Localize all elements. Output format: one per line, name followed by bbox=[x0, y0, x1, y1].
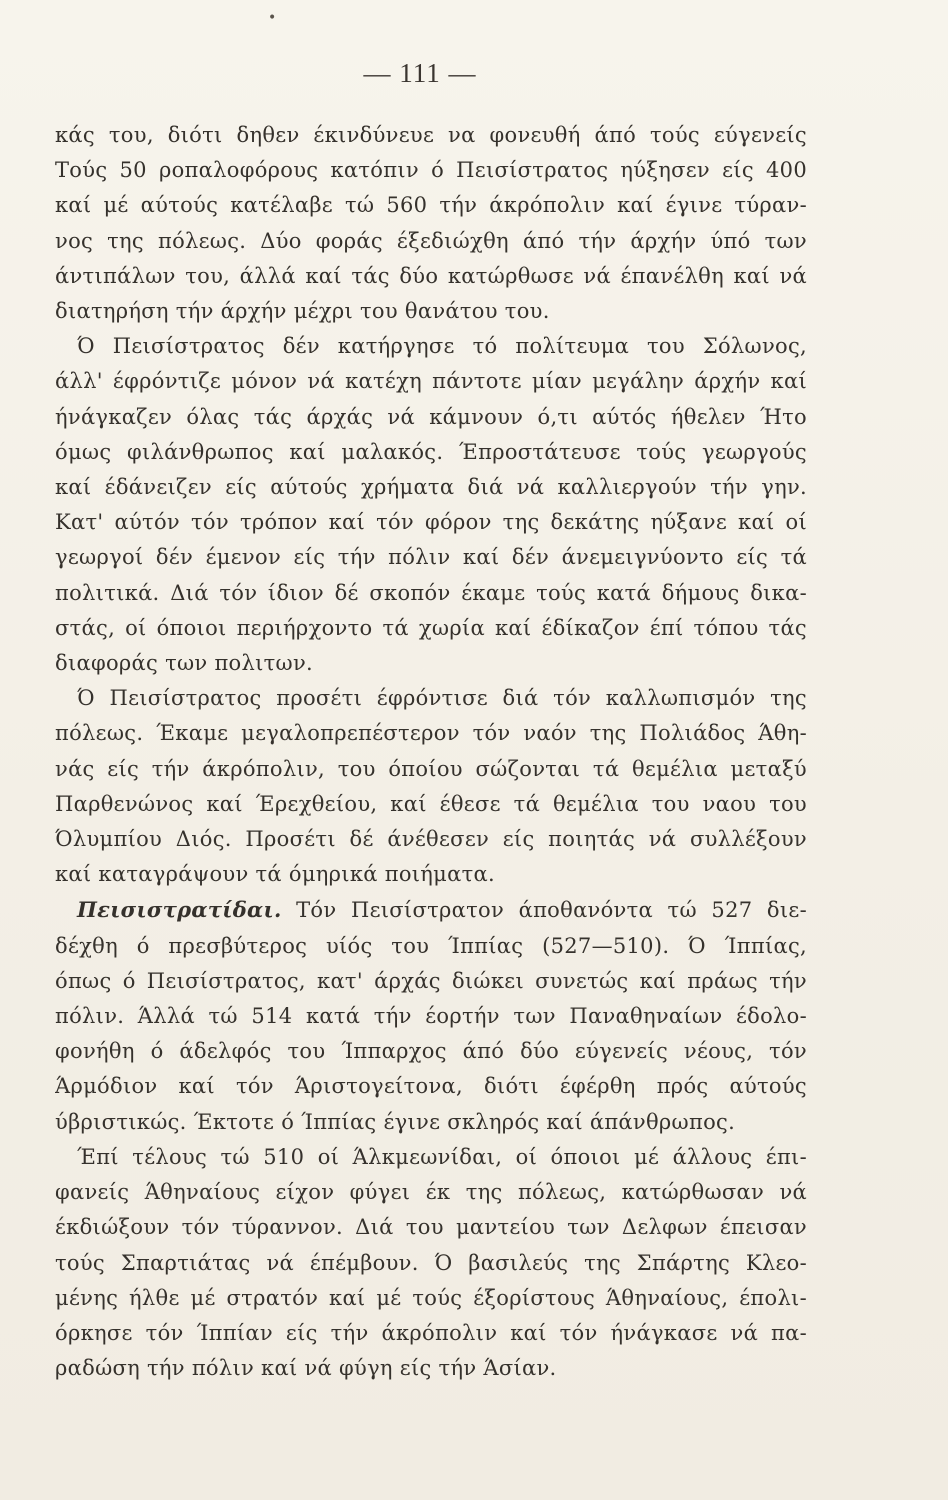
text-line: καί μέ αύτούς κατέλαβε τώ 560 τήν άκρόπολιν καί έγινε τύραν- bbox=[55, 193, 807, 218]
text-line: κάς του, διότι δηθεν έκινδύνευε να φονευθή άπό τούς εύγενείς bbox=[55, 123, 807, 147]
text-line: πόλεως. Έκαμε μεγαλοπρεπέστερον τόν ναόν της Πολιάδος Άθη- bbox=[55, 721, 807, 746]
text-line: Έπί τέλους τώ 510 οί Άλκμεωνίδαι, οί όποιοι μέ άλλους έπι- bbox=[77, 1144, 807, 1169]
text-line: ήνάγκαζεν όλας τάς άρχάς νά κάμνουν ό,τι αύτός ήθελεν Ήτο bbox=[55, 404, 807, 429]
text-line: έκδιώξουν τόν τύραννον. Διά του μαντείου των Δελφων έπεισαν bbox=[55, 1215, 807, 1240]
text-line: τούς Σπαρτιάτας νά έπέμβουν. Ό βασιλεύς της Σπάρτης Κλεο- bbox=[55, 1250, 807, 1275]
text-line: Ό Πεισίστρατος προσέτι έφρόντισε διά τόν καλλωπισμόν της bbox=[77, 686, 807, 711]
text-line: φονήθη ό άδελφός του Ίππαρχος άπό δύο εύγενείς νέους, τόν bbox=[55, 1039, 807, 1064]
text-line: νος της πόλεως. Δύο φοράς έξεδιώχθη άπό τήν άρχήν ύπό των bbox=[55, 228, 807, 253]
text-line: όρκησε τόν Ίππίαν είς τήν άκρόπολιν καί τόν ήνάγκασε νά πα- bbox=[55, 1320, 807, 1345]
text-line: καί έδάνειζεν είς αύτούς χρήματα διά νά καλλιεργούν τήν γην. bbox=[55, 475, 807, 500]
printer-mark: • bbox=[268, 10, 277, 26]
text-line: όπως ό Πεισίστρατος, κατ' άρχάς διώκει συνετώς καί πράως τήν bbox=[55, 968, 807, 993]
body-text bbox=[55, 118, 807, 1386]
text-line: φανείς Άθηναίους είχον φύγει έκ της πόλεως, κατώρθωσαν νά bbox=[55, 1180, 807, 1205]
text-line: Ό Πεισίστρατος δέν κατήργησε τό πολίτευμα του Σόλωνος, bbox=[77, 334, 807, 359]
text-line: διαφοράς των πολιτων. bbox=[55, 651, 314, 676]
page-number: — 111 — bbox=[363, 58, 477, 88]
text-line-rest: Τόν Πεισίστρατον άποθανόντα τώ 527 διε- bbox=[296, 898, 807, 923]
text-line: Παρθενώνος καί Έρεχθείου, καί έθεσε τά θεμέλια του ναου του bbox=[55, 791, 807, 816]
text-line: Τούς 50 ροπαλοφόρους κατόπιν ό Πεισίστρατος ηύξησεν είς 400 bbox=[55, 158, 807, 183]
text-line: νάς είς τήν άκρόπολιν, του όποίου σώζονται τά θεμέλια μεταξύ bbox=[55, 756, 807, 781]
text-line: δέχθη ό πρεσβύτερος υίός του Ίππίας (527—510). Ό Ίππίας, bbox=[55, 933, 807, 958]
text-line: ύβριστικώς. Έκτοτε ό Ίππίας έγινε σκληρός καί άπάνθρωπος. bbox=[55, 1109, 736, 1134]
text-line: όμως φιλάνθρωπος καί μαλακός. Έπροστάτευσε τούς γεωργούς bbox=[55, 439, 807, 464]
text-line: άντιπάλων του, άλλά καί τάς δύο κατώρθωσε νά έπανέλθη καί νά bbox=[55, 263, 807, 288]
text-line: Άρμόδιον καί τόν Άριστογείτονα, διότι έφέρθη πρός αύτούς bbox=[55, 1074, 807, 1099]
text-line: Όλυμπίου Διός. Προσέτι δέ άνέθεσεν είς ποιητάς νά συλλέξουν bbox=[55, 827, 807, 852]
text-line: γεωργοί δέν έμενον είς τήν πόλιν καί δέν άνεμειγνύοντο είς τά bbox=[55, 545, 807, 570]
text-line: πολιτικά. Διά τόν ίδιον δέ σκοπόν έκαμε τούς κατά δήμους δικα- bbox=[55, 580, 807, 605]
text-line: άλλ' έφρόντιζε μόνον νά κατέχη πάντοτε μίαν μεγάλην άρχήν καί bbox=[55, 369, 807, 394]
text-line: στάς, οί όποιοι περιήρχοντο τά χωρία καί έδίκαζον έπί τόπου τάς bbox=[55, 615, 807, 640]
text-line: διατηρήση τήν άρχήν μέχρι του θανάτου του. bbox=[55, 299, 550, 324]
section-first-line bbox=[55, 892, 807, 928]
text-line: καί καταγράψουν τά όμηρικά ποιήματα. bbox=[55, 862, 495, 887]
section-heading: Πεισιστρατίδαι. bbox=[77, 897, 282, 923]
text-line: πόλιν. Άλλά τώ 514 κατά τήν έορτήν των Παναθηναίων έδολο- bbox=[55, 1004, 807, 1029]
text-line: ραδώση τήν πόλιν καί νά φύγη είς τήν Άσίαν. bbox=[55, 1356, 557, 1381]
text-line: Κατ' αύτόν τόν τρόπον καί τόν φόρον της δεκάτης ηύξανε καί οί bbox=[55, 510, 807, 535]
text-line: μένης ήλθε μέ στρατόν καί μέ τούς έξορίστους Άθηναίους, έπολι- bbox=[55, 1285, 807, 1310]
